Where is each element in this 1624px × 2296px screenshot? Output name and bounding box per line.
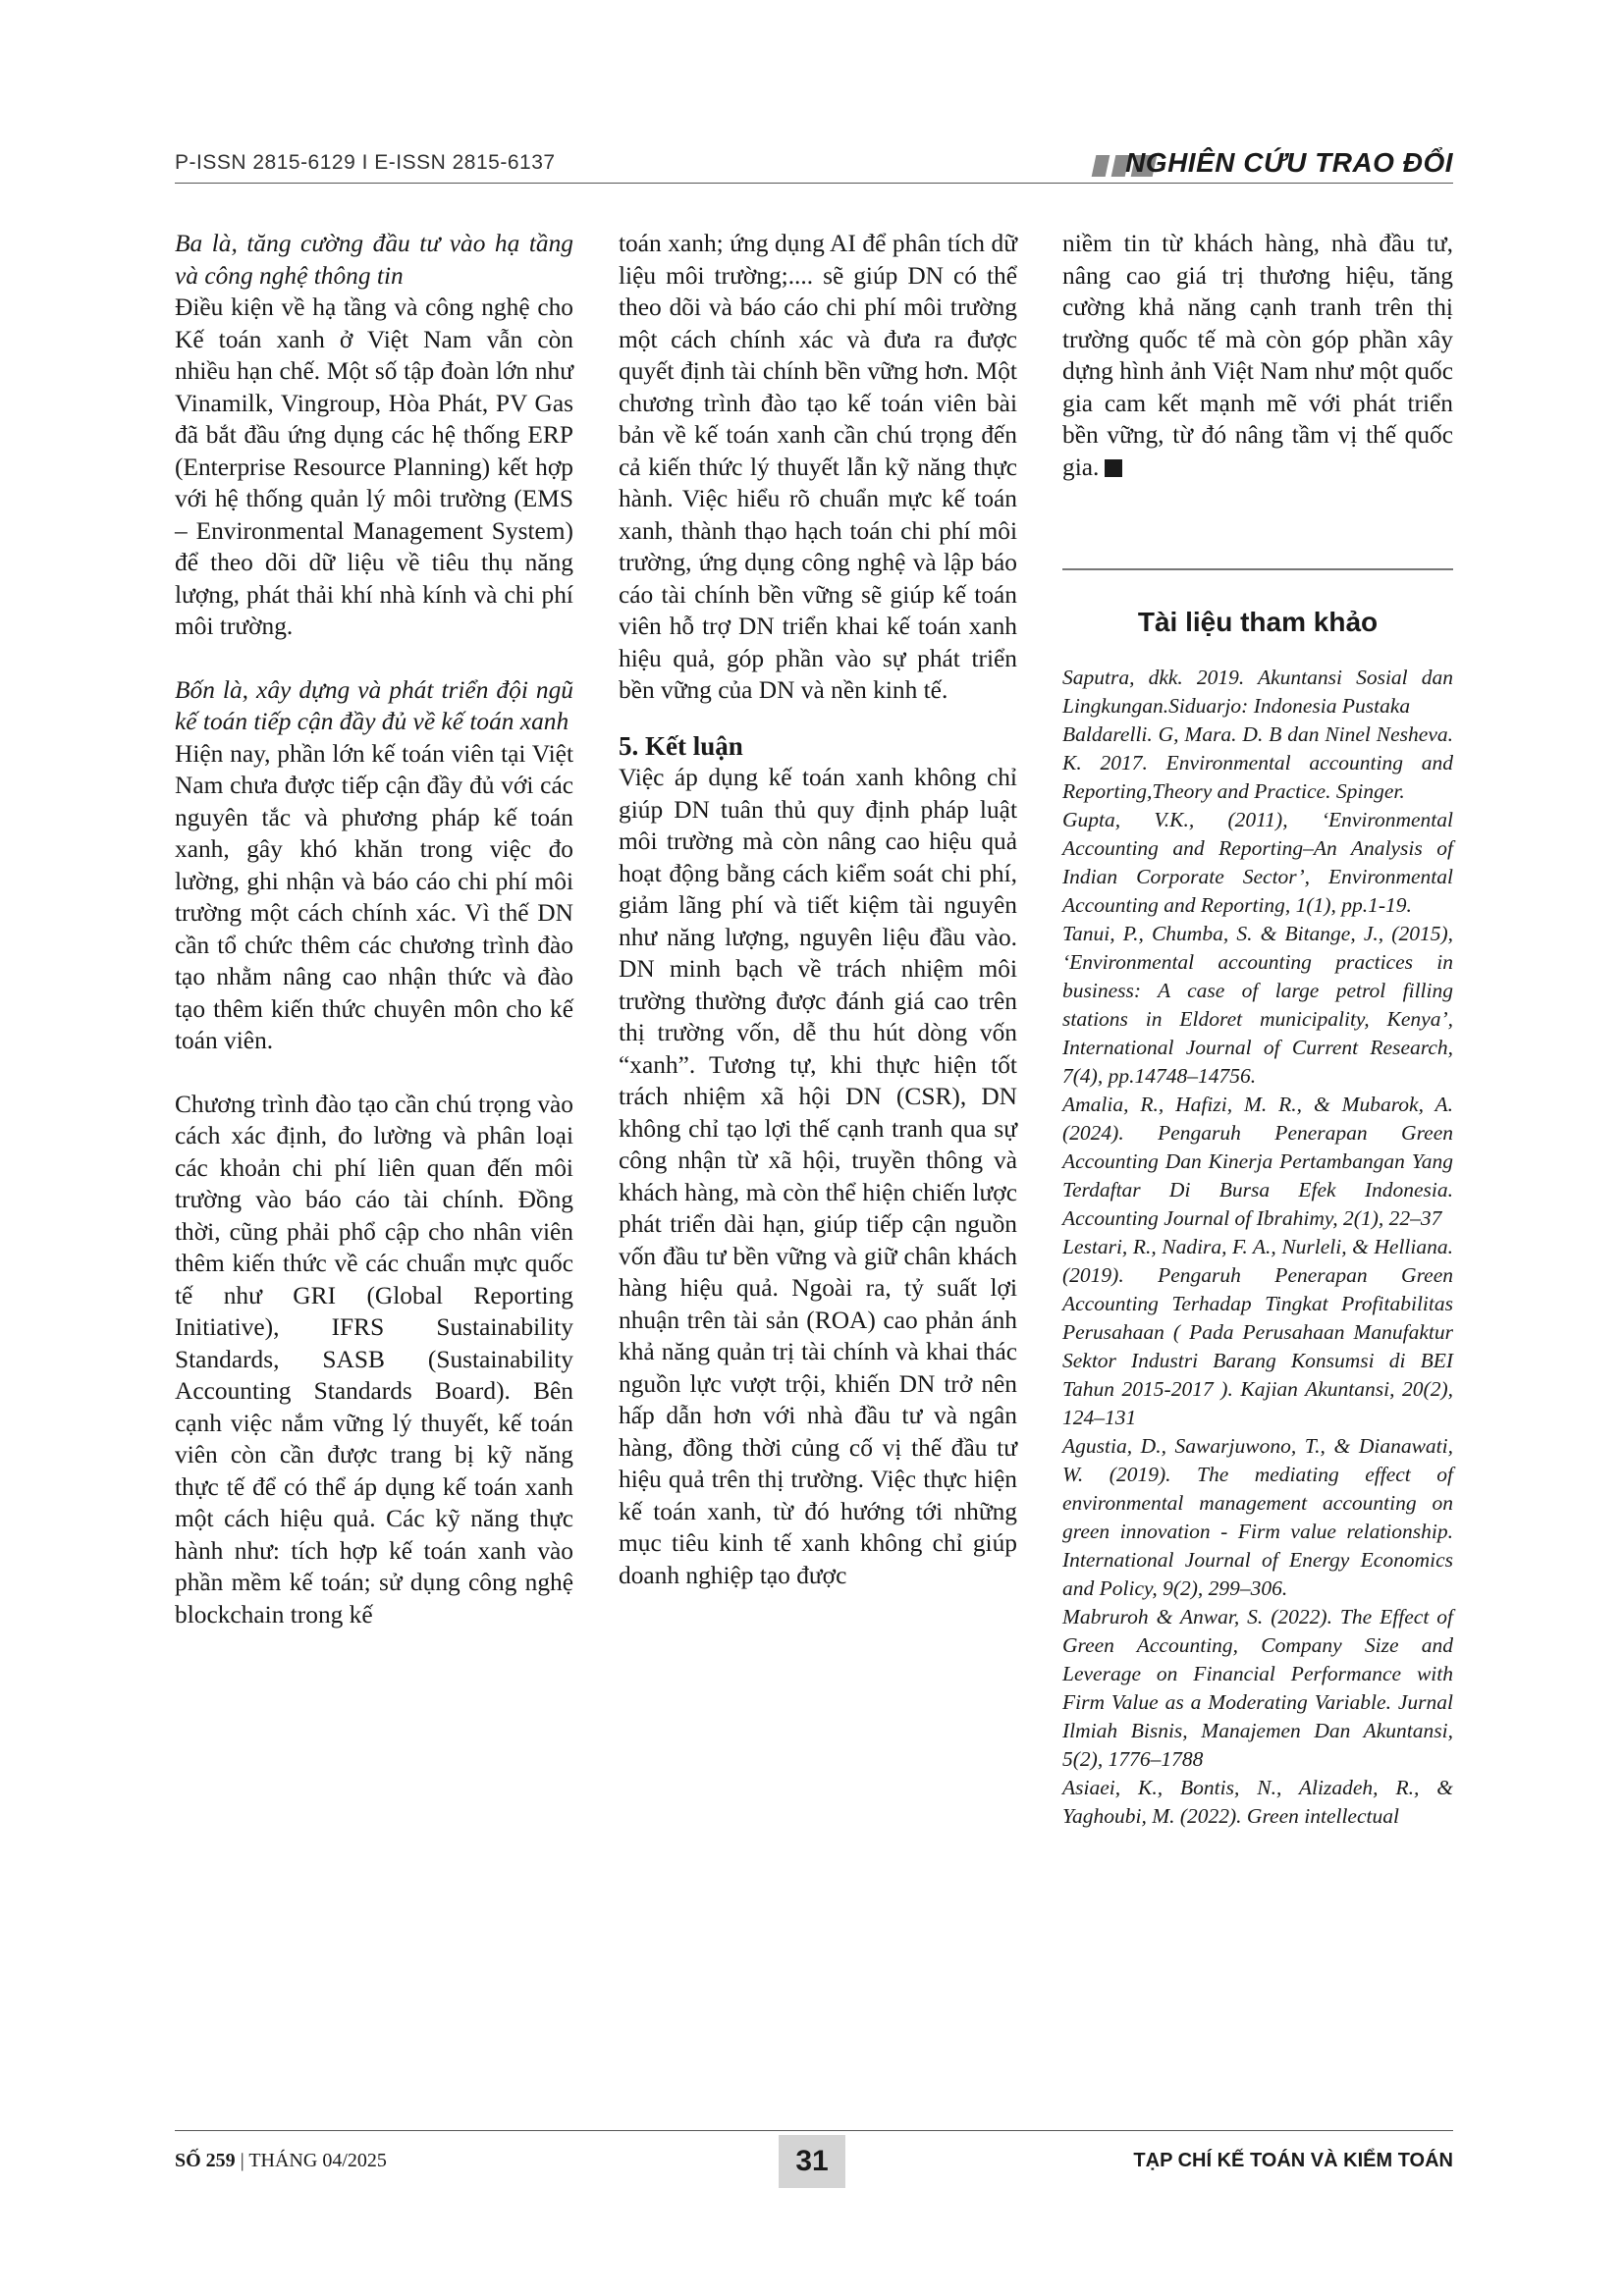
end-mark-icon bbox=[1105, 459, 1122, 477]
subheading-4: Bốn là, xây dựng và phát triển đội ngũ kế toán tiếp cận đầy đủ về kế toán xanh bbox=[175, 675, 573, 735]
issue-number: SỐ 259 bbox=[175, 2150, 236, 2171]
page-number: 31 bbox=[779, 2135, 845, 2188]
reference-item: Amalia, R., Hafizi, M. R., & Mubarok, A. (2024). Pengaruh Penerapan Green Accounting Dan Kinerja Pertambangan Yang Terdaftar Di Bursa Efek Indonesia. Accounting Journal of Ibrahimy, 2(1), 22–37 bbox=[1062, 1093, 1453, 1230]
subheading-3: Ba là, tăng cường đầu tư vào hạ tầng và công nghệ thông tin bbox=[175, 230, 573, 290]
issue-info bbox=[175, 2150, 387, 2172]
conclusion-end-text: niềm tin từ khách hàng, nhà đầu tư, nâng cao giá trị thương hiệu, tăng cường khả năng cạnh tranh trên thị trường quốc tế mà còn góp phần xây dựng hình ảnh Việt Nam như một quốc gia cam kết mạnh mẽ với phát triển bền vững, từ đó nâng tầm vị thế quốc gia. bbox=[1062, 230, 1453, 481]
reference-item: Tanui, P., Chumba, S. & Bitange, J., (2015), ‘Environmental accounting practices in business: A case of large petrol filling stations in Eldoret municipality, Kenya’, International Journal of Current Research, 7(4), pp.14748–14756. bbox=[1062, 922, 1453, 1088]
footer-divider bbox=[175, 2130, 1453, 2131]
reference-item: Mabruroh & Anwar, S. (2022). The Effect of Green Accounting, Company Size and Leverage on Financial Performance with Firm Value as a Moderating Variable. Jurnal Ilmiah Bisnis, Manajemen Dan Akuntansi, 5(2), 1776–1788 bbox=[1062, 1605, 1453, 1771]
reference-item: Asiaei, K., Bontis, N., Alizadeh, R., & Yaghoubi, M. (2022). Green intellectual bbox=[1062, 1776, 1453, 1828]
issn-label: P-ISSN 2815-6129 I E-ISSN 2815-6137 bbox=[175, 151, 556, 174]
paragraph: Chương trình đào tạo cần chú trọng vào cách xác định, đo lường và phân loại các khoản chi phí liên quan đến môi trường vào báo cáo tài chính. Đồng thời, cũng phải phổ cập cho nhân viên thêm kiến thức về các chuẩn mực quốc tế như GRI (Global Reporting Initiative), IFRS Sustainability Standards, SASB (Sustainability Accounting Standards Board). Bên cạnh việc nắm vững lý thuyết, kế toán viên còn cần được trang bị kỹ năng thực tế để có thể áp dụng kế toán xanh một cách hiệu quả. Các kỹ năng thực hành như: tích hợp kế toán xanh vào phần mềm kế toán; sử dụng công nghệ blockchain trong kế bbox=[175, 1090, 573, 1629]
column-1 bbox=[175, 228, 573, 1630]
paragraph bbox=[1062, 228, 1453, 483]
page-header bbox=[175, 147, 1453, 187]
references-divider bbox=[1062, 568, 1453, 570]
header-divider bbox=[175, 183, 1453, 184]
column-3 bbox=[1062, 228, 1453, 483]
issue-month: | THÁNG 04/2025 bbox=[240, 2150, 387, 2171]
reference-item: Agustia, D., Sawarjuwono, T., & Dianawati, W. (2019). The mediating effect of environmental management accounting on green innovation - Firm value relationship. International Journal of Energy Economics and Policy, 9(2), 299–306. bbox=[1062, 1434, 1453, 1600]
reference-item: Saputra, dkk. 2019. Akuntansi Sosial dan Lingkungan.Siduarjo: Indonesia Pustaka bbox=[1062, 666, 1453, 718]
reference-item: Baldarelli. G, Mara. D. B dan Ninel Nesheva. K. 2017. Environmental accounting and Reporting,Theory and Practice. Spinger. bbox=[1062, 722, 1453, 803]
references-title: Tài liệu tham khảo bbox=[1137, 607, 1379, 637]
column-2 bbox=[619, 228, 1017, 1591]
references-list bbox=[1062, 664, 1453, 1831]
reference-item: Gupta, V.K., (2011), ‘Environmental Accounting and Reporting–An Analysis of Indian Corporate Sector’, Environmental Accounting and Reporting, 1(1), pp.1-19. bbox=[1062, 808, 1453, 917]
paragraph: Việc áp dụng kế toán xanh không chỉ giúp DN tuân thủ quy định pháp luật môi trường mà còn nâng cao hiệu quả hoạt động bằng cách kiểm soát chi phí, giảm lãng phí và tiết kiệm tài nguyên như năng lượng, nguyên liệu đầu vào. DN minh bạch về trách nhiệm môi trường thường được đánh giá cao trên thị trường vốn, dễ thu hút dòng vốn “xanh”. Tương tự, khi thực hiện tốt trách nhiệm xã hội DN (CSR), DN không chỉ tạo lợi thế cạnh tranh qua sự công nhận từ xã hội, truyền thông và khách hàng, mà còn thể hiện chiến lược phát triển dài hạn, giúp tiếp cận nguồn vốn đầu tư bền vững và giữ chân khách hàng hiệu quả. Ngoài ra, tỷ suất lợi nhuận trên tài sản (ROA) cao phản ánh khả năng quản trị tài chính và khai thác nguồn lực vượt trội, khiến DN trở nên hấp dẫn hơn với nhà đầu tư và ngân hàng, đồng thời củng cố vị thế đầu tư hiệu quả trên thị trường. Việc thực hiện kế toán xanh, từ đó hướng tới những mục tiêu kinh tế xanh không chỉ giúp doanh nghiệp tạo được bbox=[619, 764, 1017, 1589]
conclusion-heading: 5. Kết luận bbox=[619, 730, 743, 761]
journal-name: TẠP CHÍ KẾ TOÁN VÀ KIỂM TOÁN bbox=[1133, 2150, 1453, 2171]
reference-item: Lestari, R., Nadira, F. A., Nurleli, & Helliana. (2019). Pengaruh Penerapan Green Accounting Terhadap Tingkat Profitabilitas Perusahaan ( Pada Perusahaan Manufaktur Sektor Industri Barang Konsumsi di BEI Tahun 2015-2017 ). Kajian Akuntansi, 20(2), 124–131 bbox=[1062, 1235, 1453, 1429]
section-title: NGHIÊN CỨU TRAO ĐỔI bbox=[1125, 147, 1453, 178]
paragraph: toán xanh; ứng dụng AI để phân tích dữ liệu môi trường;.... sẽ giúp DN có thể theo dõi và báo cáo chi phí môi trường một cách chính xác và đưa ra được quyết định tài chính bền vững hơn. Một chương trình đào tạo kế toán viên bài bản về kế toán xanh cần chú trọng đến cả kiến thức lý thuyết lẫn kỹ năng thực hành. Việc hiểu rõ chuẩn mực kế toán xanh, thành thạo hạch toán chi phí môi trường, ứng dụng công nghệ và lập báo cáo tài chính bền vững sẽ giúp kế toán viên hỗ trợ DN triển khai kế toán xanh hiệu quả, góp phần vào sự phát triển bền vững của DN và nền kinh tế. bbox=[619, 230, 1017, 704]
paragraph: Điều kiện về hạ tầng và công nghệ cho Kế toán xanh ở Việt Nam vẫn còn nhiều hạn chế. Một số tập đoàn lớn như Vinamilk, Vingroup, Hòa Phát, PV Gas đã bắt đầu ứng dụng các hệ thống ERP (Enterprise Resource Planning) kết hợp với hệ thống quản lý môi trường (EMS – Environmental Management System) để theo dõi dữ liệu về tiêu thụ năng lượng, phát thải khí nhà kính và chi phí môi trường. bbox=[175, 294, 573, 640]
paragraph: Hiện nay, phần lớn kế toán viên tại Việt Nam chưa được tiếp cận đầy đủ với các nguyên tắc và phương pháp kế toán xanh, gây khó khăn trong việc đo lường, ghi nhận và báo cáo chi phí môi trường một cách chính xác. Vì thế DN cần tổ chức thêm các chương trình đào tạo nhằm nâng cao nhận thức và đào tạo thêm kiến thức chuyên môn cho kế toán viên. bbox=[175, 739, 573, 1054]
